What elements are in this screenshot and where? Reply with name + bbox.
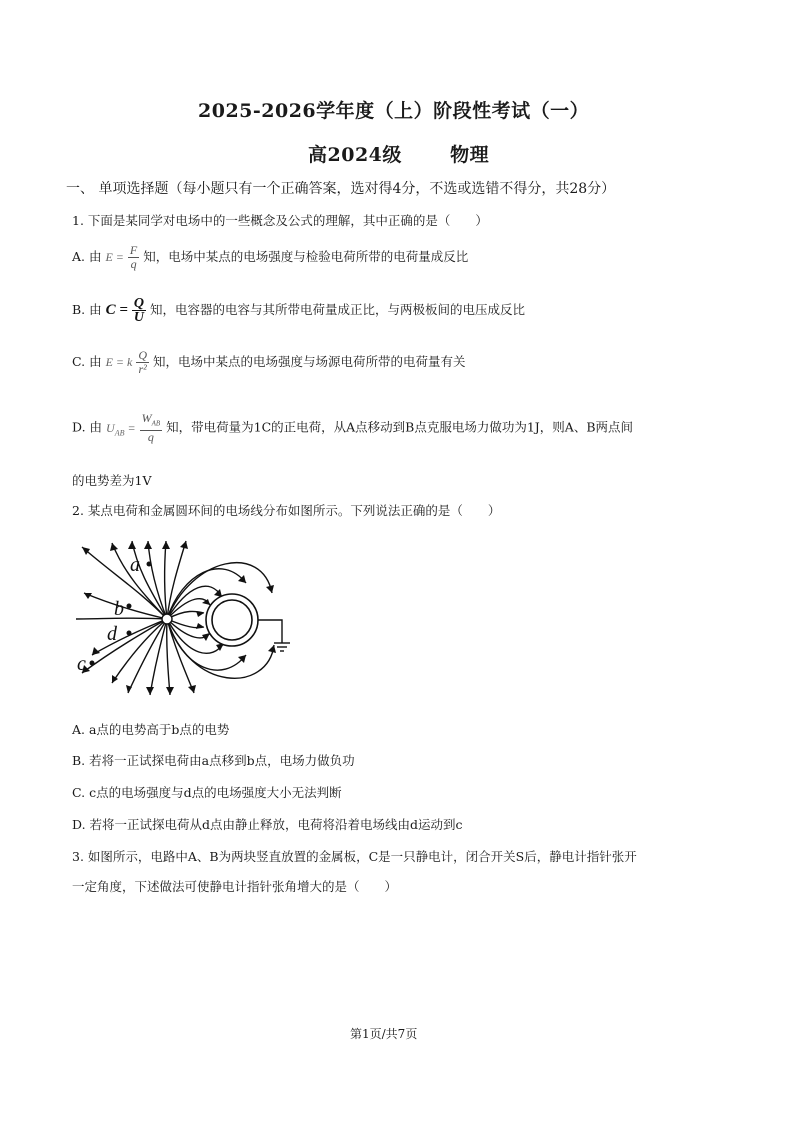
formula-a-fraction bbox=[128, 244, 139, 271]
option-d-prefix: D. 由 bbox=[72, 419, 103, 435]
electric-field-figure bbox=[72, 533, 300, 701]
question-2-option-a: A. a点的电势高于b点的电势 bbox=[72, 722, 230, 737]
option-a-prefix: A. 由 bbox=[72, 249, 102, 264]
formula-d-denominator: q bbox=[147, 430, 154, 445]
formula-b-denominator: U bbox=[133, 310, 145, 325]
grade-label: 高2024级 bbox=[308, 144, 402, 166]
formula-b-lhs: C = bbox=[105, 302, 128, 318]
option-c-prefix: C. 由 bbox=[72, 354, 102, 369]
page-number: 第1页/共7页 bbox=[350, 1027, 418, 1041]
question-1-stem: 1. 下面是某同学对电场中的一些概念及公式的理解，其中正确的是（ ） bbox=[72, 213, 488, 228]
formula-c-fraction bbox=[136, 349, 149, 376]
label-c: c bbox=[77, 653, 86, 675]
question-1-option-a bbox=[72, 244, 468, 271]
question-2-option-b: B. 若将一正试探电荷由a点移到b点，电场力做负功 bbox=[72, 753, 355, 768]
question-1-option-c bbox=[72, 349, 465, 376]
question-1-option-d-continued: 的电势差为1V bbox=[72, 473, 152, 488]
option-b-prefix: B. 由 bbox=[72, 302, 102, 317]
question-2-option-d: D. 若将一正试探电荷从d点由静止释放，电荷将沿着电场线由d运动到c bbox=[72, 817, 463, 832]
question-3-stem-line-2: 一定角度，下述做法可使静电计指针张角增大的是（ ） bbox=[72, 879, 398, 894]
formula-a-denominator: q bbox=[130, 257, 137, 271]
option-a-text: 知，电场中某点的电场强度与检验电荷所带的电荷量成反比 bbox=[143, 249, 469, 264]
question-2-option-c: C. c点的电场强度与d点的电场强度大小无法判断 bbox=[72, 785, 342, 800]
question-1-option-b bbox=[72, 297, 525, 324]
formula-d-lhs: $U_{AB}$ = bbox=[106, 420, 136, 438]
question-3-stem-line-1: 3. 如图所示，电路中A、B为两块竖直放置的金属板，C是一只静电计，闭合开关S后，静电计指针张开 bbox=[72, 849, 637, 864]
label-a: a bbox=[130, 554, 140, 576]
option-b-text: 知，电容器的电容与其所带电荷量成正比，与两极板间的电压成反比 bbox=[150, 302, 526, 317]
formula-d-fraction bbox=[140, 412, 163, 444]
formula-c-lhs: E = k bbox=[105, 355, 133, 369]
formula-d-numerator: $W_{AB}$ bbox=[140, 412, 163, 431]
exam-subtitle bbox=[308, 140, 489, 167]
question-1-option-d bbox=[72, 412, 633, 444]
label-b: b bbox=[114, 598, 124, 620]
formula-c-numerator: Q bbox=[138, 348, 147, 362]
section-heading: 一、 单项选择题（每小题只有一个正确答案，选对得4分，不选或选错不得分，共28分） bbox=[66, 181, 616, 197]
option-d-text: 知，带电荷量为1C的正电荷，从A点移动到B点克服电场力做功为1J，则A、B两点间 bbox=[166, 419, 634, 435]
label-d: d bbox=[107, 623, 117, 645]
formula-c-denominator: r² bbox=[138, 362, 147, 376]
exam-title: 2025-2026学年度（上）阶段性考试（一） bbox=[198, 100, 590, 122]
subject-label: 物理 bbox=[450, 144, 490, 166]
formula-a-numerator: F bbox=[129, 243, 138, 257]
formula-a-lhs: E = bbox=[105, 250, 124, 264]
formula-b-numerator: Q bbox=[133, 296, 145, 311]
question-2-stem: 2. 某点电荷和金属圆环间的电场线分布如图所示。下列说法正确的是（ ） bbox=[72, 503, 501, 518]
option-c-text: 知，电场中某点的电场强度与场源电荷所带的电荷量有关 bbox=[152, 354, 466, 369]
formula-b-fraction bbox=[132, 297, 146, 324]
